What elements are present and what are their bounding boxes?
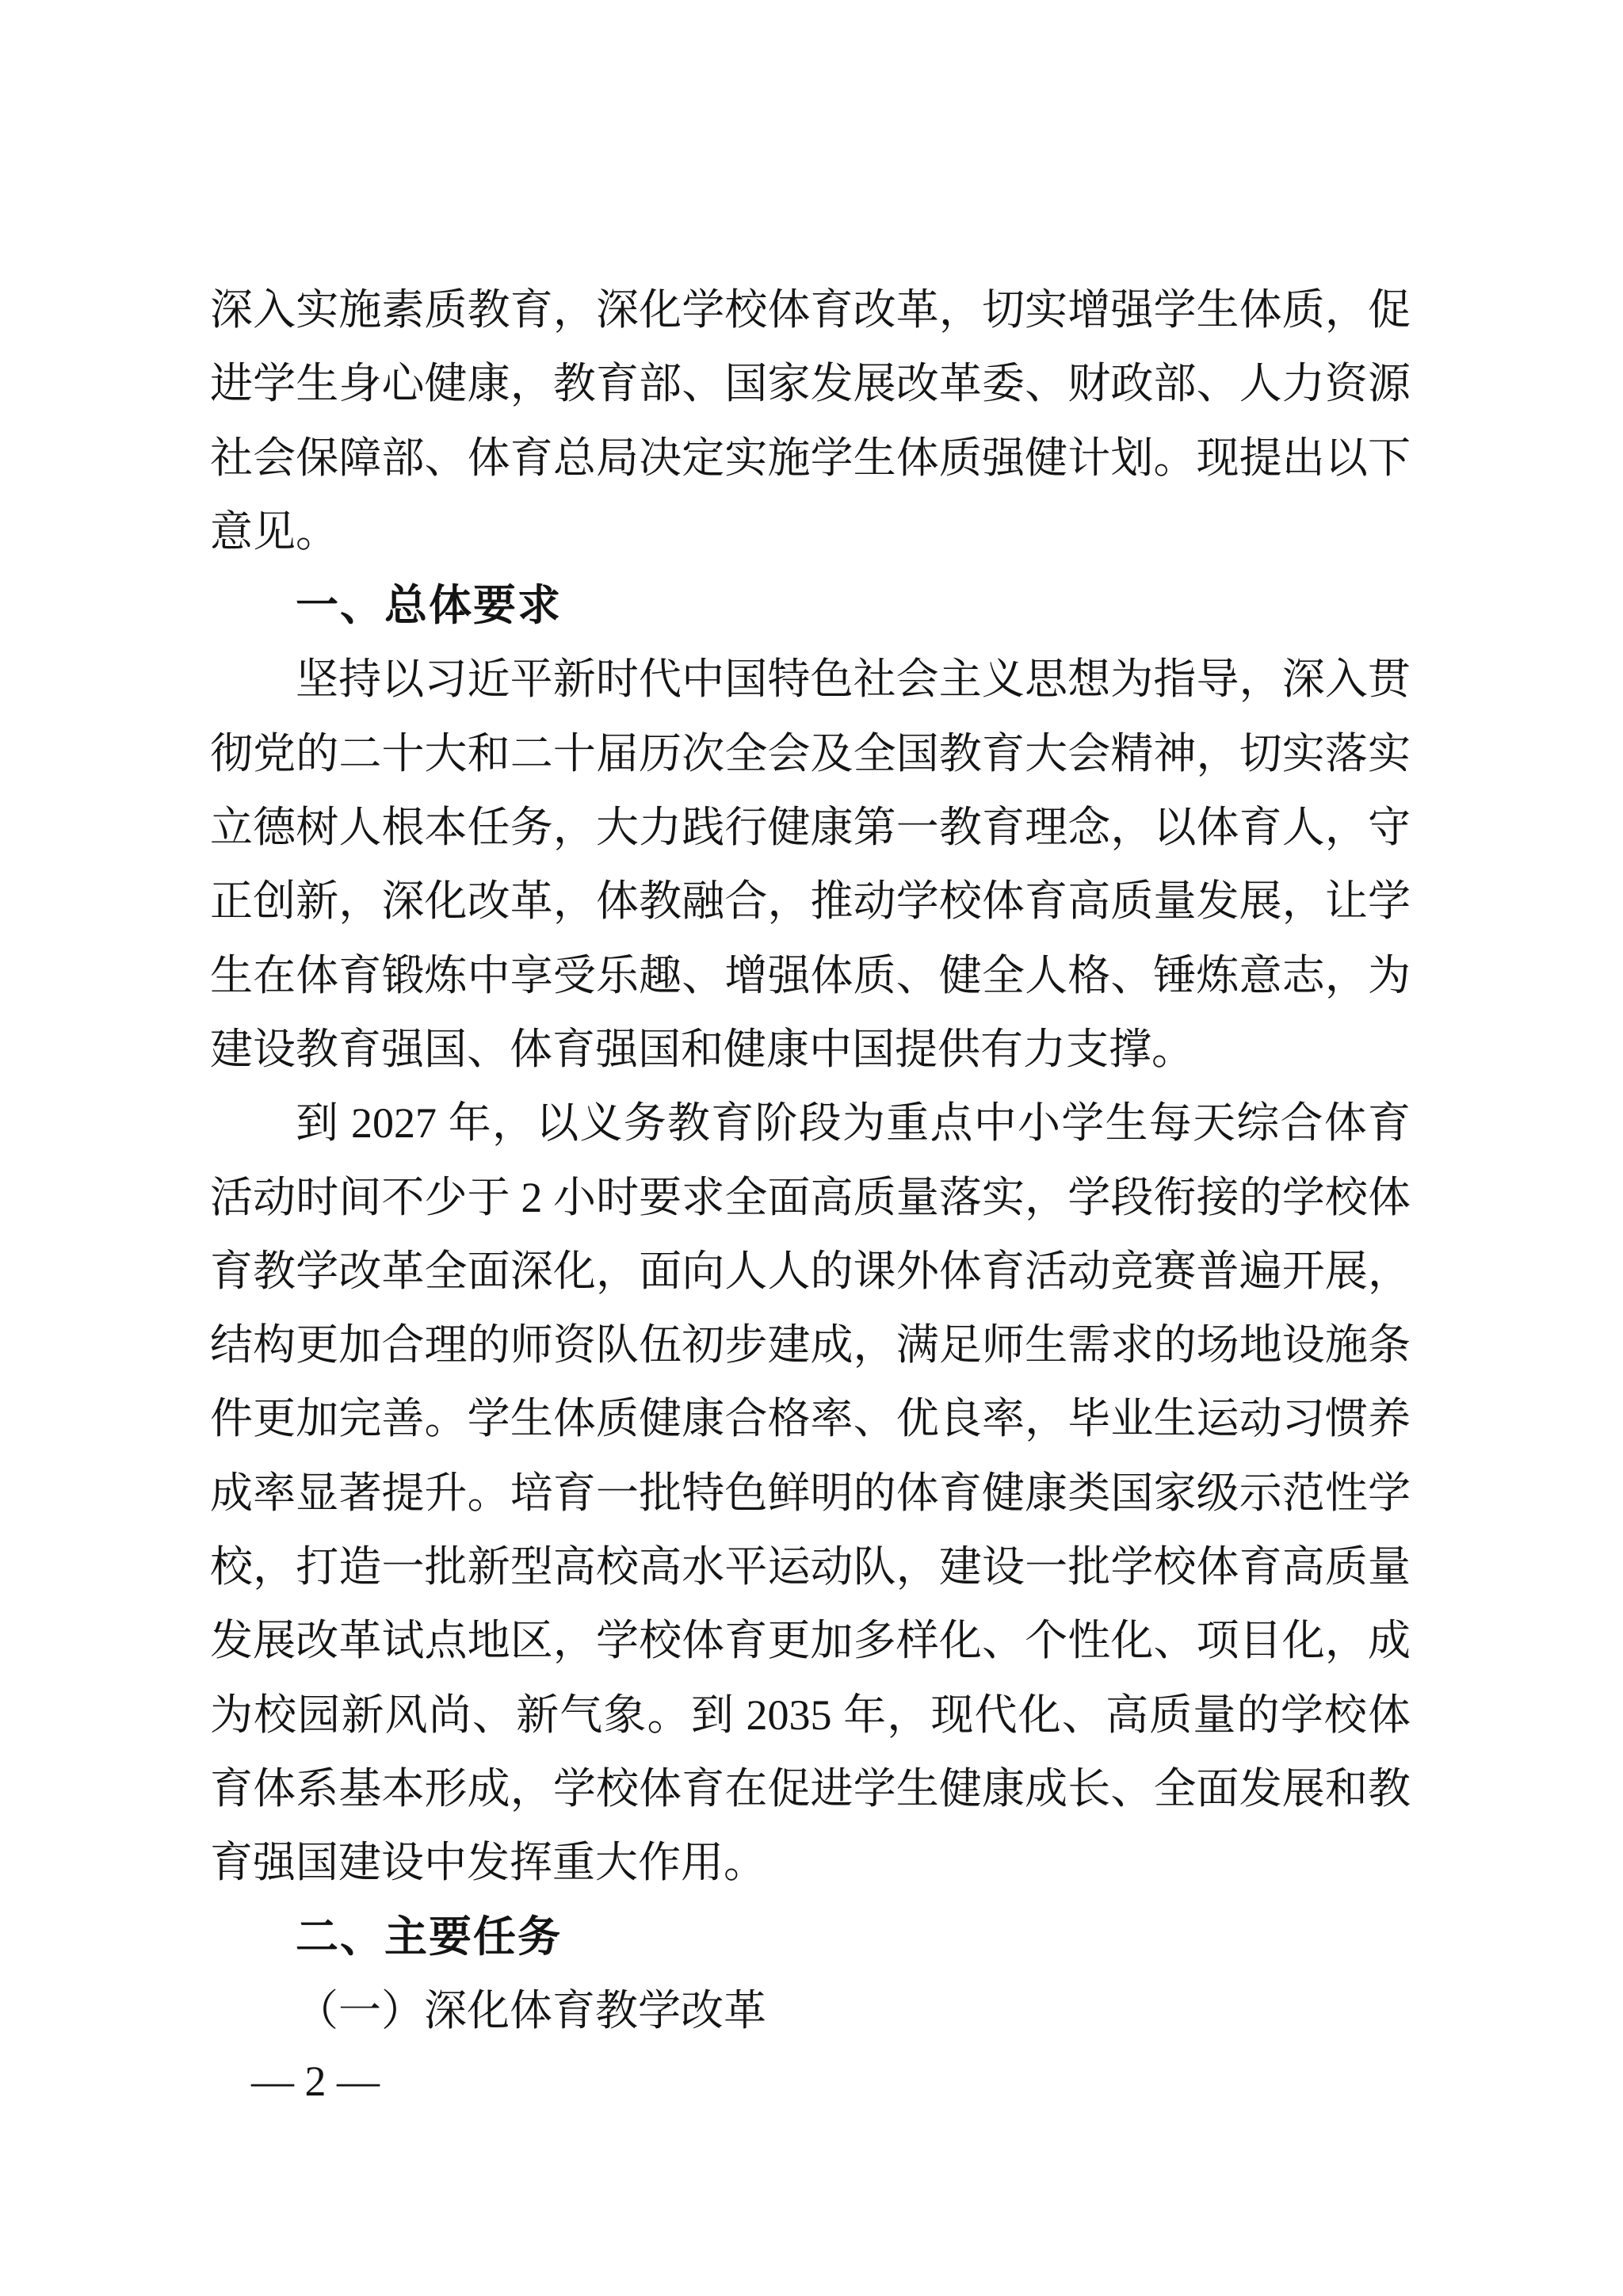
body-line: 发展改革试点地区，学校体育更加多样化、个性化、项目化，成 bbox=[210, 1617, 1411, 1665]
body-line: 建设教育强国、体育强国和健康中国提供有力支撑。 bbox=[210, 1025, 1194, 1073]
text-block bbox=[210, 273, 1411, 2048]
body-line: 件更加完善。学生体质健康合格率、优良率，毕业生运动习惯养 bbox=[210, 1395, 1411, 1443]
sub-heading: （一）深化体育教学改革 bbox=[296, 1986, 766, 2034]
body-line: 意见。 bbox=[210, 507, 338, 556]
body-line: 育强国建设中发挥重大作用。 bbox=[210, 1839, 766, 1887]
section-heading: 一、总体要求 bbox=[296, 582, 562, 630]
body-line: 校，打造一批新型高校高水平运动队，建设一批学校体育高质量 bbox=[210, 1543, 1411, 1591]
section-heading: 二、主要任务 bbox=[296, 1912, 562, 1961]
body-line: 立德树人根本任务，大力践行健康第一教育理念，以体育人，守 bbox=[210, 804, 1411, 852]
body-line: 深入实施素质教育，深化学校体育改革，切实增强学生体质，促 bbox=[210, 286, 1411, 334]
body-line: 彻党的二十大和二十届历次全会及全国教育大会精神，切实落实 bbox=[210, 729, 1411, 777]
page-number: — 2 — bbox=[251, 2057, 380, 2105]
body-line: 正创新，深化改革，体教融合，推动学校体育高质量发展，让学 bbox=[210, 877, 1411, 926]
body-line: 坚持以习近平新时代中国特色社会主义思想为指导，深入贯 bbox=[296, 655, 1411, 704]
body-line: 育体系基本形成，学校体育在促进学生健康成长、全面发展和教 bbox=[210, 1764, 1411, 1813]
body-line: 为校园新风尚、新气象。到 2035 年，现代化、高质量的学校体 bbox=[210, 1690, 1411, 1739]
body-line: 生在体育锻炼中享受乐趣、增强体质、健全人格、锤炼意志，为 bbox=[210, 951, 1411, 999]
body-line: 结构更加合理的师资队伍初步建成，满足师生需求的场地设施条 bbox=[210, 1321, 1411, 1370]
body-line: 成率显著提升。培育一批特色鲜明的体育健康类国家级示范性学 bbox=[210, 1469, 1411, 1517]
body-line: 育教学改革全面深化，面向人人的课外体育活动竞赛普遍开展， bbox=[210, 1247, 1411, 1295]
body-line: 进学生身心健康，教育部、国家发展改革委、财政部、人力资源 bbox=[210, 360, 1411, 408]
body-line: 到 2027 年，以义务教育阶段为重点中小学生每天综合体育 bbox=[296, 1099, 1411, 1148]
body-line: 社会保障部、体育总局决定实施学生体质强健计划。现提出以下 bbox=[210, 434, 1411, 482]
body-line: 活动时间不少于 2 小时要求全面高质量落实，学段衔接的学校体 bbox=[210, 1173, 1411, 1221]
